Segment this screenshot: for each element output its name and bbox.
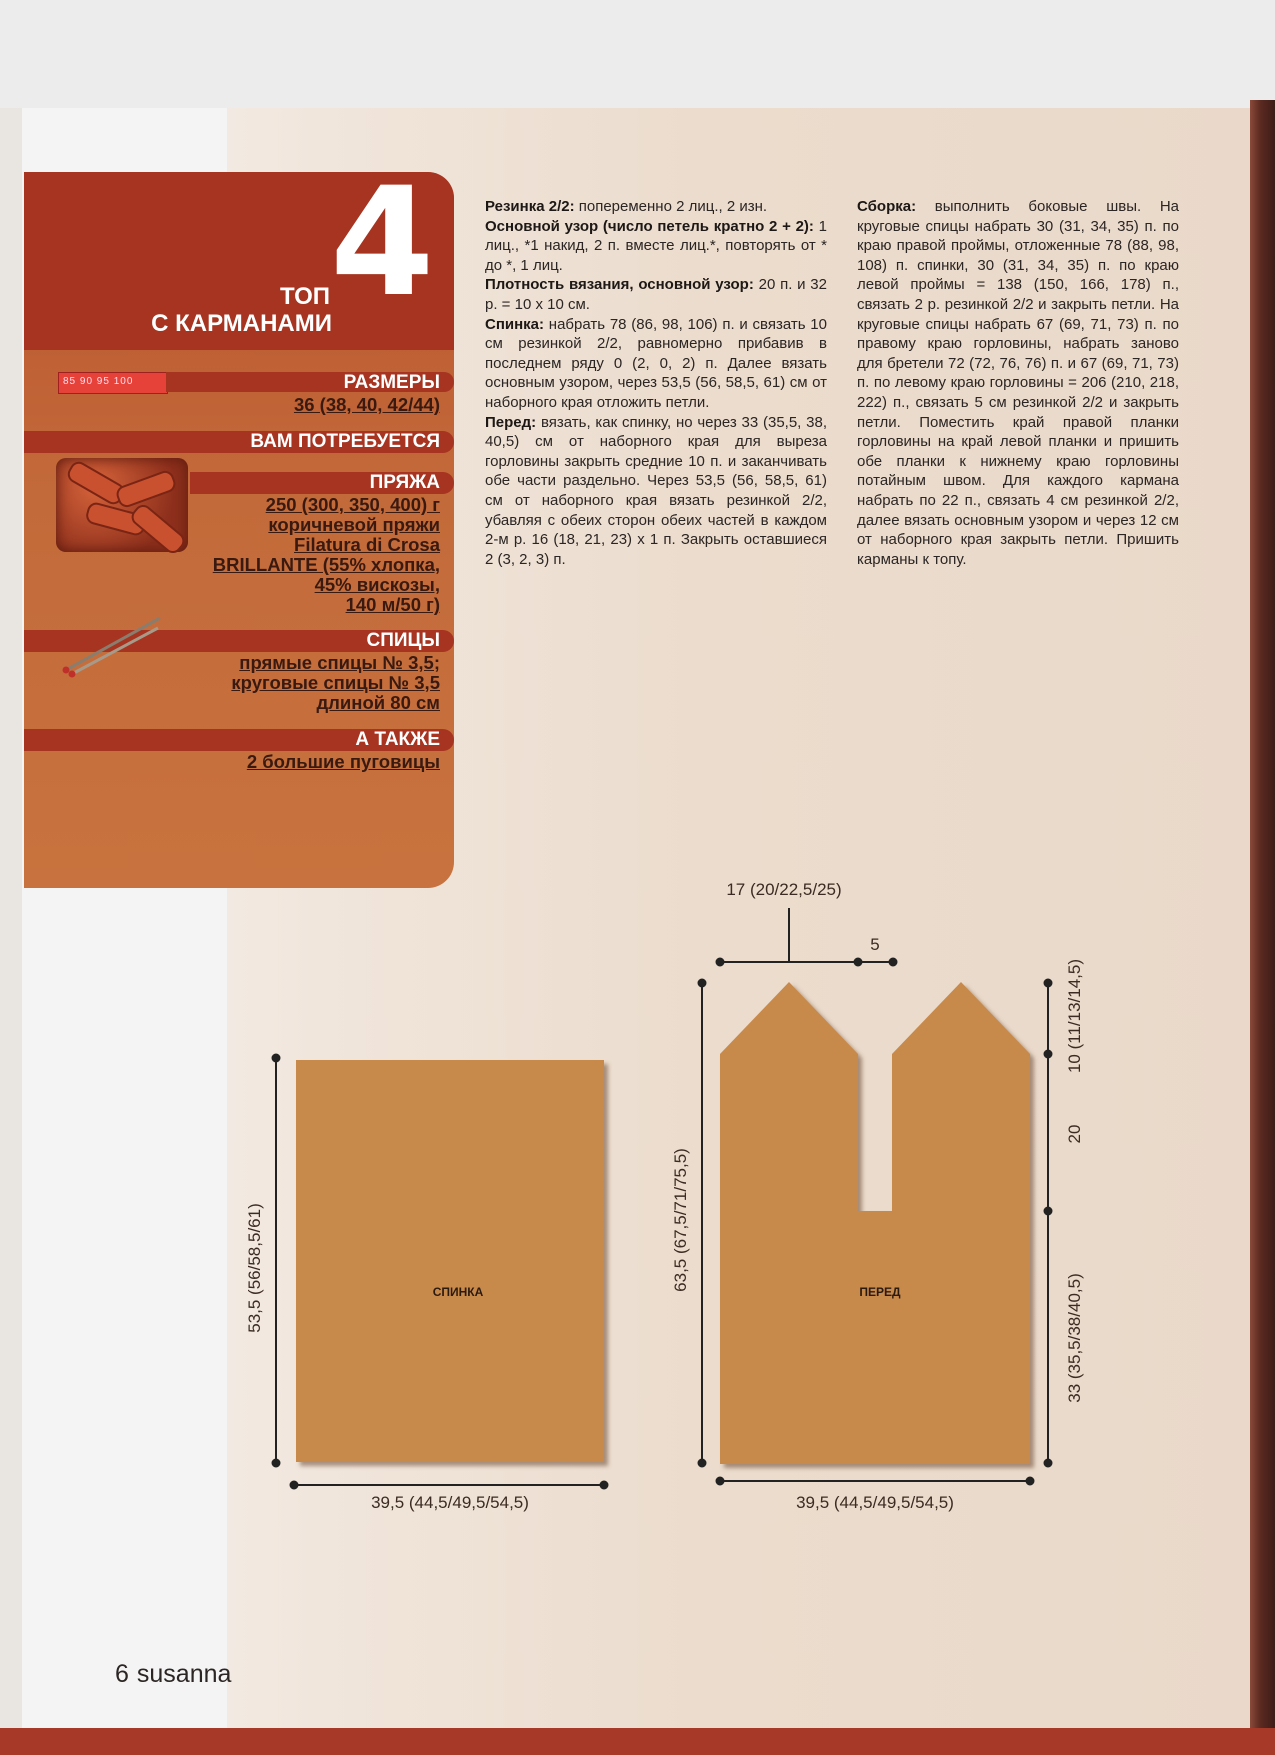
front-width-label: 39,5 (44,5/49,5/54,5) [796,1493,954,1512]
front-piece-label: ПЕРЕД [859,1285,901,1299]
front-height-label: 63,5 (67,5/71/75,5) [671,1148,690,1292]
assembly-body: выполнить боковые швы. На круговые спицы набрать 30 (31, 34, 35) п. по краю правой проймы, отложенные 78 (88, 98, 108) п. спинки, 30 (31, 34, 35) п. по краю левой проймы = 138 (150, 166, 178) п., связать 2 р. резинкой 2/2 и закрыть петли. На круговые спицы набрать 67 (69, 71, 73) п. по правому краю горловины, набрать заново для бретели 72 (72, 76, 76) п. и 67 (69, 71, 73) п. по левому краю горловины = 206 (210, 218, 222) п., связать 5 см резинкой 2/2 и закрыть петли. Поместить край правой планки горловины на край левой планки и пришить обе планки к нижнему краю горловины потайным швом. Для каждого кармана набрать по 22 п., связать 4 см резинкой 2/2, далее вязать основным узором и через 12 см от наборного края закрыть петли. Пришить карманы к топу. [857,198,1179,568]
yarn-heading: ПРЯЖА [369,472,440,493]
assembly-label: Сборка: [857,198,917,215]
sizes-heading: РАЗМЕРЫ [343,372,440,393]
yarn-line-4: BRILLANTE (55% хлопка, [212,554,440,575]
magazine-name: susanna [136,1660,232,1688]
title-line-2: С КАРМАНАМИ [151,310,332,337]
title-line-1: ТОП [280,283,330,310]
back-body: набрать 78 (86, 98, 106) п. и связать 10 см резинкой 2/2, равномерно прибавив в последнем ряду 0 (2, 0, 2) п. Далее вязать основным узором, через 53,5 (56, 58,5, 61) см от наборного края отложить петли. [485,315,827,411]
back-height-label: 53,5 (56/58,5/61) [245,1203,264,1333]
strap-width-label: 17 (20/22,5/25) [726,880,842,899]
top-section-label: 10 (11/13/14,5) [1065,958,1084,1074]
gauge-body: 20 п. и 32 р. = 10 х 10 см. [485,276,827,313]
rib-body: попеременно 2 лиц., 2 изн. [574,198,768,215]
page-number: 6 [115,1660,129,1688]
yarn-line-3: Filatura di Crosa [294,534,440,555]
gauge-label: Плотность вязания, основной узор: [485,276,754,294]
front-piece [720,982,1030,1464]
front-body: вязать, как спинку, но через 33 (35,5, 38, 40,5) см от наборного края для выреза горловины закрыть средние 10 п. и заканчивать обе части раздельно. Через 53,5 (56, 58,5, 61) см от наборного края вязать резинкой 2/2, убавляя с обеих сторон обеих частей в каждом 2-м р. 16 (18, 21, 23) х 1 п. Закрыть оставшиеся 2 (3, 2, 3) п. [485,413,827,568]
also-heading: А ТАКЖЕ [355,729,440,750]
pattern-label: Основной узор (число петель кратно 2 + 2): [485,217,814,235]
back-piece-label: СПИНКА [432,1285,484,1299]
front-label: Перед: [485,413,537,431]
pattern-number: 4 [330,156,431,330]
yarn-line-1: 250 (300, 350, 400) г [265,494,440,515]
measuring-tape-image: 85 90 95 100 [58,372,168,394]
needles-line-3: длиной 80 см [316,692,440,713]
back-label: Спинка: [485,315,545,333]
low-section-label: 33 (35,5/38/40,5) [1065,1273,1084,1403]
needles-line-2: круговые спицы № 3,5 [231,672,440,693]
pattern-body: 1 лиц., *1 накид, 2 п. вместе лиц.*, повторять от * до *, 1 лиц. [485,217,828,274]
back-width-label: 39,5 (44,5/49,5/54,5) [371,1493,529,1512]
needles-line-1: прямые спицы № 3,5; [239,652,440,673]
back-piece [296,1060,604,1462]
mid-section-label: 20 [1065,1124,1084,1144]
needles-heading: СПИЦЫ [366,630,440,651]
also-line-1: 2 большие пуговицы [246,751,440,772]
neck-width-label: 5 [870,935,880,954]
sizes-value: 36 (38, 40, 42/44) [293,394,440,415]
yarn-line-5: 45% вискозы, [314,574,440,595]
page-footer [115,1660,231,1689]
yarn-line-6: 140 м/50 г) [345,594,440,615]
rib-label: Резинка 2/2: [485,198,575,215]
yarn-line-2: коричневой пряжи [268,514,440,535]
need-heading: ВАМ ПОТРЕБУЕТСЯ [250,431,440,452]
